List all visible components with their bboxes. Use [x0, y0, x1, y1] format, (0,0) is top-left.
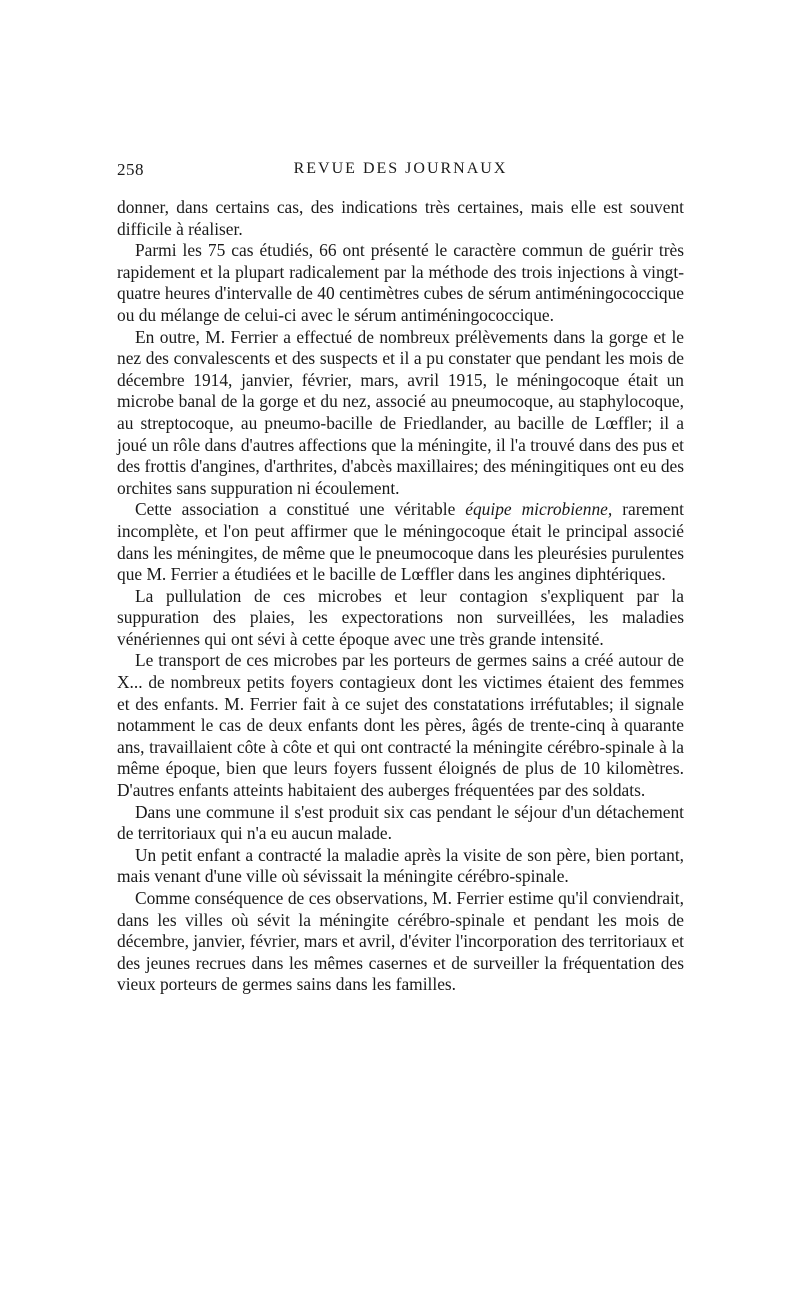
paragraph-microbial-team — [117, 499, 684, 585]
paragraph-text: rarement incomplète, et l'on peut affirmer que le méningocoque était le principal associé dans les méningites, de même que le pneumocoque dans les pleurésies purulentes que M. Ferrier a étudiées et le bacille de Lœffler dans les angines diphtériques. — [117, 499, 684, 585]
paragraph-cases-studied: Parmi les 75 cas étudiés, 66 ont présenté le caractère commun de guérir très rapidement et la plupart radicalement par la méthode des trois injections à vingt-quatre heures d'intervalle de 40 centimètres cubes de sérum antiméningococcique ou du mélange de celui-ci avec le sérum antiméningococcique. — [117, 240, 684, 325]
page-number: 258 — [117, 160, 144, 179]
paragraph-samples: En outre, M. Ferrier a effectué de nombreux prélèvements dans la gorge et le nez des convalescents et des suspects et il a pu constater que pendant les mois de décembre 1914, janvier, février, mars, avril 1915, le méningocoque était un microbe banal de la gorge et du nez, associé au pneumocoque, au staphylocoque, au streptocoque, au pneumo-bacille de Friedlander, au bacille de Lœffler; il a joué un rôle dans d'autres affections que la méningite, il l'a trouvé dans des pus et des frottis d'angines, d'arthrites, d'abcès maxillaires; des méningitiques ont eu des orchites sans suppuration ni écoulement. — [117, 326, 684, 498]
paragraph-conclusion: Comme conséquence de ces observations, M. Ferrier estime qu'il conviendrait, dans les villes où sévit la méningite cérébro-spinale et pendant les mois de décembre, janvier, février, mars et avril, d'éviter l'incorporation des territoriaux et des jeunes recrues dans les mêmes casernes et de surveiller la fréquentation des vieux porteurs de germes sains dans les familles. — [117, 888, 684, 995]
paragraph-commune: Dans une commune il s'est produit six cas pendant le séjour d'un détachement de territoriaux qui n'a eu aucun malade. — [117, 801, 684, 844]
running-title: REVUE DES JOURNAUX — [293, 160, 508, 177]
paragraph-child: Un petit enfant a contracté la maladie après la visite de son père, bien portant, mais venant d'une ville où sévissait la méningite cérébro-spinale. — [117, 844, 684, 887]
paragraph-text: Cette association a constitué une véritable — [135, 499, 466, 520]
paragraph-transport: Le transport de ces microbes par les porteurs de germes sains a créé autour de X... de nombreux petits foyers contagieux dont les victimes étaient des femmes et des enfants. M. Ferrier fait à ce sujet des constatations irréfutables; il signale notamment le cas de deux enfants dont les pères, âgés de trente-cinq à quarante ans, travaillaient côte à côte et qui ont contracté la méningite cérébro-spinale à la même époque, bien que leurs foyers fussent éloignés de plus de 10 kilomètres. D'autres enfants atteints habitaient des auberges fréquentées par des soldats. — [117, 650, 684, 801]
italic-term: équipe microbienne, — [465, 499, 613, 520]
paragraph-continuation: donner, dans certains cas, des indications très certaines, mais elle est souvent difficile à réaliser. — [117, 197, 684, 239]
article-body — [117, 197, 684, 996]
paragraph-pullulation: La pullulation de ces microbes et leur contagion s'expliquent par la suppuration des plaies, les expectorations non surveillées, les maladies vénériennes qui ont sévi à cette époque avec une très grande intensité. — [117, 585, 684, 649]
page-header — [117, 160, 684, 184]
